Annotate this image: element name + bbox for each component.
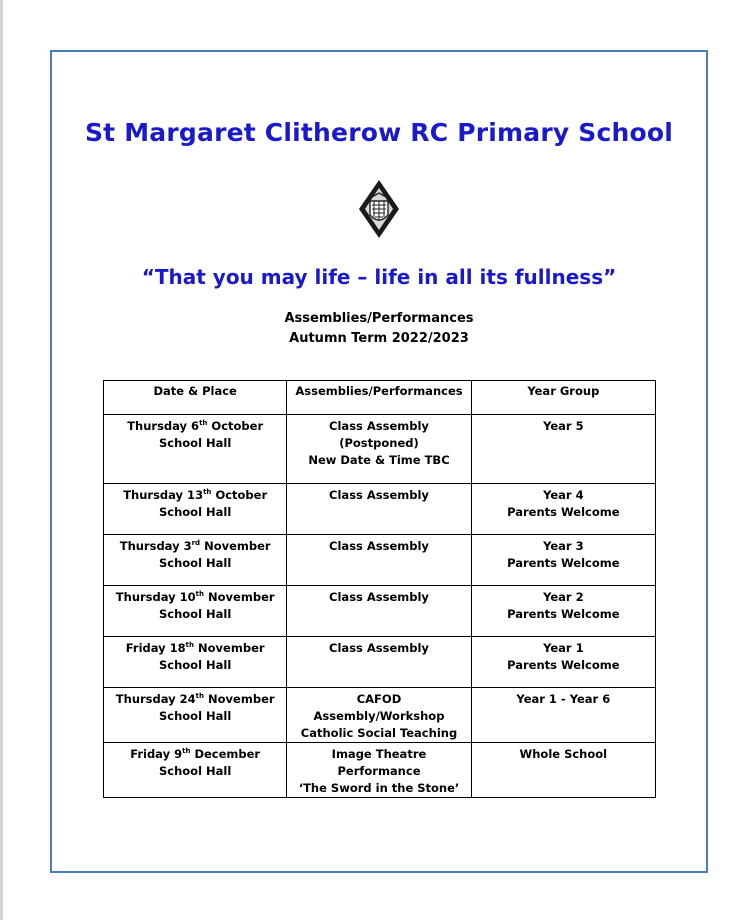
date-month: December xyxy=(194,747,261,761)
place-label: School Hall xyxy=(159,505,232,519)
year-group-text: Year 3 xyxy=(543,539,584,553)
cell-date-place xyxy=(104,688,287,743)
school-motto: “That you may life – life in all its fullness” xyxy=(141,265,617,289)
cell-assembly xyxy=(287,743,471,798)
cell-year-group xyxy=(471,484,655,535)
assembly-text: Class Assembly xyxy=(329,488,429,502)
date-day: Friday 9 xyxy=(130,747,183,761)
year-group-text: Parents Welcome xyxy=(507,556,620,570)
header-year-group: Year Group xyxy=(471,381,655,415)
date-day: Thursday 3 xyxy=(119,539,192,553)
cell-date-place xyxy=(104,743,287,798)
date-day: Friday 18 xyxy=(125,641,186,655)
page-edge xyxy=(0,0,3,920)
date-day: Thursday 6 xyxy=(127,419,200,433)
assembly-text: (Postponed) xyxy=(339,436,419,450)
assembly-text: Class Assembly xyxy=(329,539,429,553)
table-header-row xyxy=(104,381,656,415)
header-assemblies: Assemblies/Performances xyxy=(287,381,471,415)
cell-assembly xyxy=(287,484,471,535)
date-month: October xyxy=(215,488,268,502)
date-suffix: th xyxy=(199,419,208,427)
date-month: October xyxy=(211,419,264,433)
cell-assembly xyxy=(287,535,471,586)
assembly-text: CAFOD Assembly/Workshop xyxy=(313,692,445,723)
school-crest-icon xyxy=(358,179,400,239)
year-group-text: Year 1 xyxy=(543,641,584,655)
date-suffix: th xyxy=(185,641,195,649)
date-suffix: th xyxy=(195,692,205,700)
heading-term: Autumn Term 2022/2023 xyxy=(289,331,469,346)
place-label: School Hall xyxy=(159,436,232,450)
assembly-text: Class Assembly xyxy=(329,419,429,433)
cell-year-group xyxy=(471,688,655,743)
table-row xyxy=(104,637,656,688)
place-label: School Hall xyxy=(159,607,232,621)
year-group-text: Parents Welcome xyxy=(507,658,620,672)
assembly-text: ‘The Sword in the Stone’ xyxy=(298,781,460,795)
year-group-text: Parents Welcome xyxy=(507,607,620,621)
assembly-text: New Date & Time TBC xyxy=(308,453,450,467)
date-month: November xyxy=(208,692,275,706)
year-group-text: Year 4 xyxy=(543,488,584,502)
cell-assembly xyxy=(287,637,471,688)
year-group-text: Parents Welcome xyxy=(507,505,620,519)
schedule-table xyxy=(103,380,656,798)
cell-date-place xyxy=(104,415,287,484)
year-group-text: Year 1 - Year 6 xyxy=(516,692,611,706)
place-label: School Hall xyxy=(159,556,232,570)
date-suffix: rd xyxy=(191,539,201,547)
date-month: November xyxy=(198,641,265,655)
date-day: Thursday 10 xyxy=(115,590,196,604)
place-label: School Hall xyxy=(159,658,232,672)
date-suffix: th xyxy=(182,747,191,755)
table-row xyxy=(104,688,656,743)
date-month: November xyxy=(204,539,271,553)
place-label: School Hall xyxy=(159,764,232,778)
date-day: Thursday 24 xyxy=(115,692,196,706)
cell-date-place xyxy=(104,484,287,535)
cell-year-group xyxy=(471,586,655,637)
date-month: November xyxy=(208,590,275,604)
cell-date-place xyxy=(104,586,287,637)
year-group-text: Year 2 xyxy=(543,590,584,604)
table-row xyxy=(104,586,656,637)
year-group-text: Year 5 xyxy=(543,419,584,433)
assembly-text: Image Theatre Performance xyxy=(331,747,427,778)
school-title: St Margaret Clitherow RC Primary School xyxy=(84,118,674,147)
table-row xyxy=(104,743,656,798)
cell-year-group xyxy=(471,743,655,798)
header-date-place: Date & Place xyxy=(104,381,287,415)
assembly-text: Catholic Social Teaching xyxy=(300,726,458,740)
cell-assembly xyxy=(287,586,471,637)
cell-year-group xyxy=(471,637,655,688)
date-suffix: th xyxy=(203,488,212,496)
assembly-text: Class Assembly xyxy=(329,641,429,655)
cell-year-group xyxy=(471,535,655,586)
date-suffix: th xyxy=(195,590,205,598)
document-frame xyxy=(50,50,708,873)
table-row xyxy=(104,535,656,586)
heading-assemblies: Assemblies/Performances xyxy=(284,311,474,326)
date-day: Thursday 13 xyxy=(123,488,204,502)
table-row xyxy=(104,484,656,535)
cell-date-place xyxy=(104,637,287,688)
cell-year-group xyxy=(471,415,655,484)
cell-assembly xyxy=(287,415,471,484)
place-label: School Hall xyxy=(159,709,232,723)
assembly-text: Class Assembly xyxy=(329,590,429,604)
cell-date-place xyxy=(104,535,287,586)
table-row xyxy=(104,415,656,484)
year-group-text: Whole School xyxy=(519,747,608,761)
cell-assembly xyxy=(287,688,471,743)
